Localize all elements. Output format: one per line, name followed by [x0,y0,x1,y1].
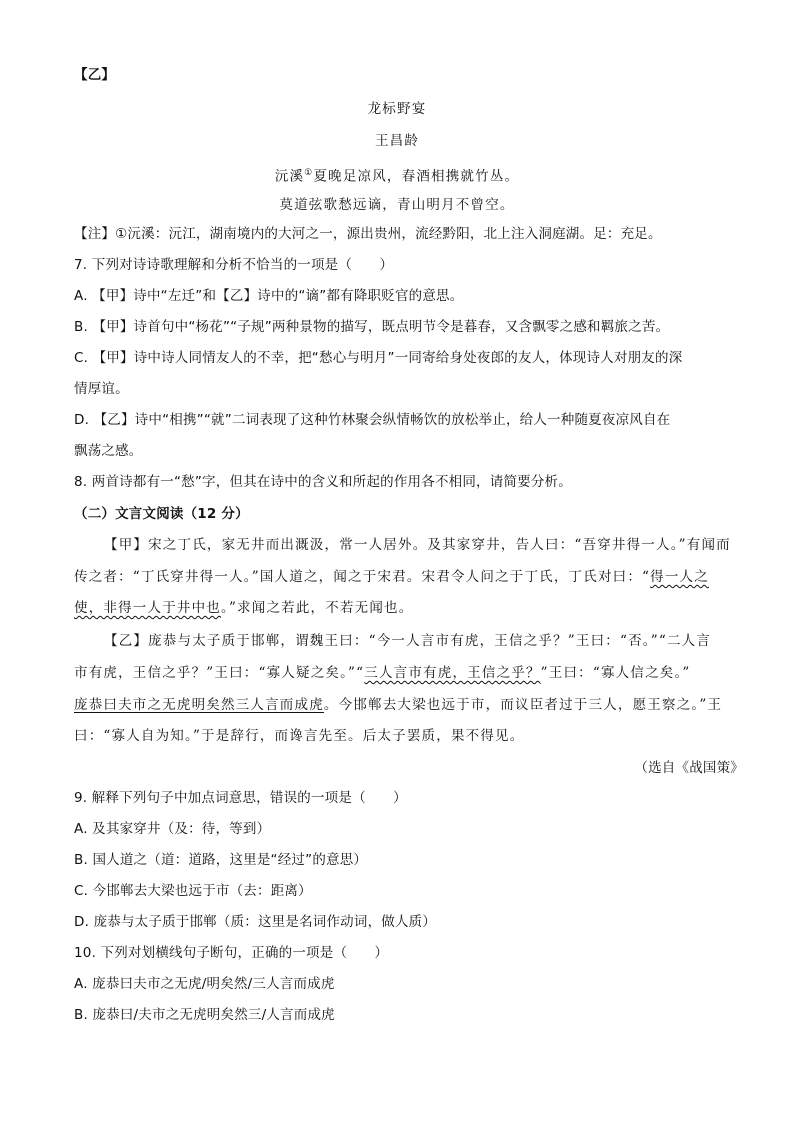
q9-option-c: C. 今邯郸去大梁也远于市（去：距离） [74,883,312,899]
poem-line-1-pre: 沅溪 [274,168,305,185]
q10-stem: 10. 下列对划横线句子断句，正确的一项是（ ） [74,945,389,961]
passage-yi-underlined-sentence: 庞恭曰夫市之无虎明矣然三人言而成虎 [74,697,324,713]
passage-yi-line-3 [74,696,754,714]
passage-jia-line-3-text: 。”求闻之若此，不若无闻也。 [221,600,414,616]
passage-yi-line-2-post: ”王曰：“寡人信之矣。” [540,665,691,681]
passage-jia-wavy-text: 得一人之 [650,569,709,585]
poem-yi-tag: 【乙】 [74,67,116,83]
q7-option-d-line1: D. 【乙】诗中“相携”“就”二词表现了这种竹林聚会纵情畅饮的放松举止，给人一种随夏夜凉风自在 [74,412,671,428]
q10-option-b: B. 庞恭曰/夫市之无虎明矣然三/人言而成虎 [74,1007,335,1023]
passage-yi-line-2-pre: 市有虎，王信之乎？”王曰：“寡人疑之矣。”“ [74,665,365,681]
section-heading: （二）文言文阅读（12 分） [74,506,249,522]
passage-yi-wavy-text: 三人言市有虎，王信之乎？ [364,665,541,681]
poem-author: 王昌龄 [374,133,420,149]
passage-yi-line-4: 曰：“寡人自为知。”于是辞行，而谗言先至。后太子罢质，果不得见。 [74,728,525,744]
poem-title: 龙标野宴 [367,101,427,117]
passage-yi-line-2 [74,664,754,682]
q9-stem: 9. 解释下列句子中加点词意思，错误的一项是（ ） [74,790,407,806]
q10-option-a: A. 庞恭曰夫市之无虎/明矣然/三人言而成虎 [74,976,335,992]
footnote-marker: ① [304,168,314,178]
q7-option-b: B. 【甲】诗首句中“杨花”“子规”两种景物的描写，既点明节令是暮春，又含飘零之感和羁旅之苦。 [74,319,670,335]
q8-stem: 8. 两首诗都有一“愁”字，但其在诗中的含义和所起的作用各不相同，请简要分析。 [74,474,572,490]
q9-option-a: A. 及其家穿井（及：待，等到） [74,821,271,837]
passage-jia-line-2-text: 传之者：“丁氏穿井得一人。”国人道之，闻之于宋君。宋君令人问之于丁氏，丁氏对曰：“ [74,569,651,585]
passage-jia-line-3 [74,599,754,617]
q7-option-a: A. 【甲】诗中“左迁”和【乙】诗中的“谪”都有降职贬官的意思。 [74,288,464,304]
passage-source: （选自《战国策》 [634,760,744,776]
poem-line-1-post: 夏晚足凉风，春酒相携就竹丛。 [313,168,520,185]
passage-yi-line-3-post: 。今邯郸去大梁也远于市，而议臣者过于三人，愿王察之。”王 [323,697,723,713]
q7-option-c-line2: 情厚谊。 [74,381,129,397]
passage-jia-line-1: 【甲】宋之丁氏，家无井而出溉汲，常一人居外。及其家穿井，告人曰：“吾穿井得一人。”有闻而 [104,537,731,553]
q7-option-d-line2: 飘荡之感。 [74,443,143,459]
q9-option-d: D. 庞恭与太子质于邯郸（质：这里是名词作动词，做人质） [74,914,437,930]
q7-stem: 7. 下列对诗诗歌理解和分析不恰当的一项是（ ） [74,257,394,273]
q7-option-c-line1: C. 【甲】诗中诗人同情友人的不幸，把“愁心与明月”一同寄给身处夜郎的友人，体现诗人对朋友的深 [74,350,683,366]
poem-line-1 [74,164,720,186]
passage-jia-line-2 [74,568,754,586]
q9-option-b: B. 国人道之（道：道路，这里是“经过”的意思） [74,852,368,868]
passage-yi-line-1: 【乙】庞恭与太子质于邯郸，谓魏王曰：“今一人言市有虎，王信之乎？”王曰：“否。”“二人言 [104,633,712,649]
passage-jia-wavy-text-2: 使，非得一人于井中也 [74,600,221,616]
poem-note: 【注】①沅溪：沅江，湖南境内的大河之一，源出贵州，流经黔阳，北上注入洞庭湖。足：充足。 [74,226,662,242]
poem-line-2: 莫道弦歌愁远谪，青山明月不曾空。 [279,197,515,213]
